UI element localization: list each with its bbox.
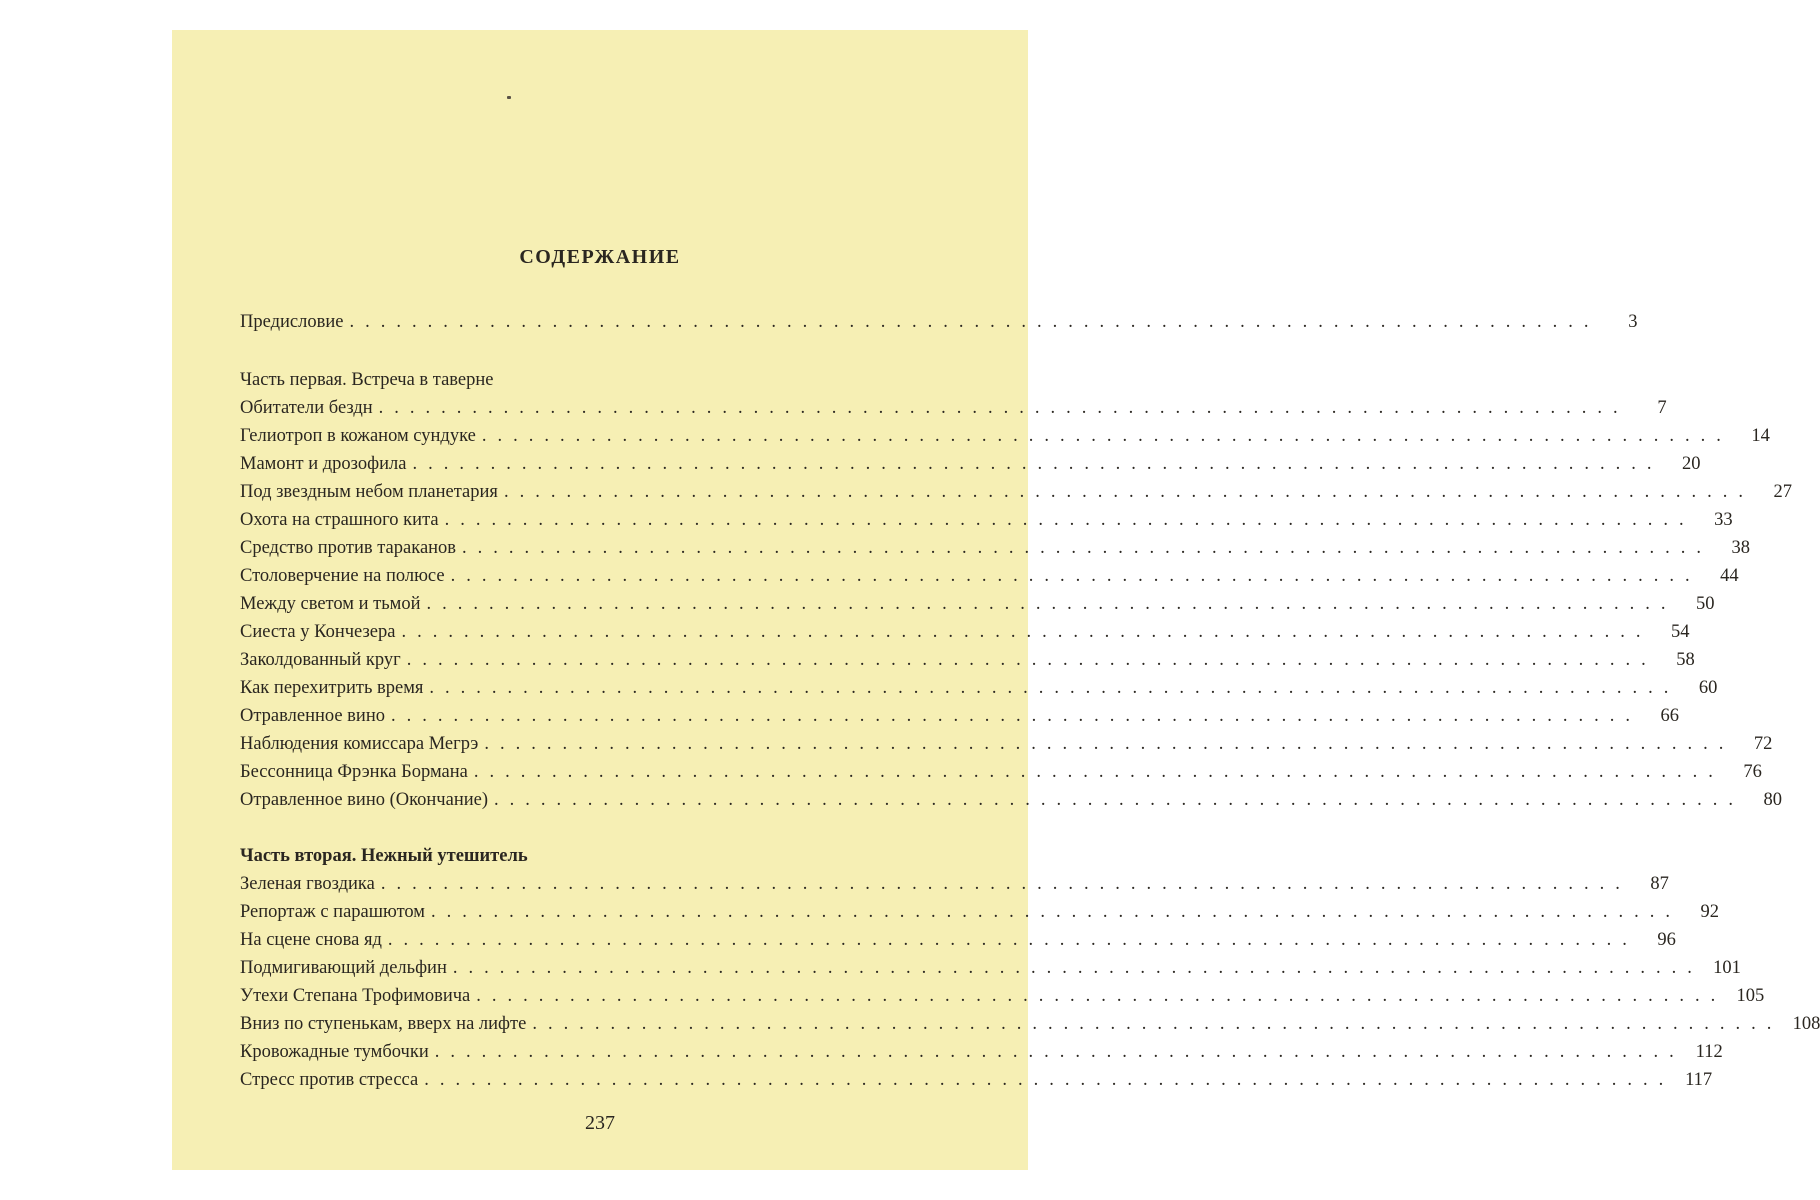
book-page (172, 30, 1820, 1170)
toc-entry (240, 758, 1762, 786)
toc-entry-label: Репортаж с парашютом (240, 902, 426, 922)
toc-entry-page: 33 (1714, 510, 1733, 530)
toc-entry-preface (240, 308, 1638, 336)
toc-entry-page: 7 (1657, 398, 1667, 418)
toc-leader-dots: ................................................................................ (349, 312, 1600, 332)
toc-entry-label: Средство против тараканов (240, 538, 457, 558)
toc-entry-label: Гелиотроп в кожаном сундуке (240, 426, 476, 446)
toc-entry-page: 76 (1743, 762, 1762, 782)
toc-leader-dots: ................................................................................ (390, 706, 1641, 726)
toc-entry-page: 112 (1695, 1042, 1723, 1062)
toc-entry-page: 44 (1720, 566, 1739, 586)
toc-entry-page: 105 (1736, 986, 1765, 1006)
toc-entry-page: 80 (1763, 790, 1782, 810)
toc-entry-label: Мамонт и дрозофила (240, 454, 407, 474)
toc-leader-dots: ................................................................................ (450, 566, 1701, 586)
toc-entry-label: Вниз по ступенькам, вверх на лифте (240, 1014, 527, 1034)
toc-entry (240, 1038, 1723, 1066)
toc-entry (240, 590, 1715, 618)
toc-entry-page: 54 (1670, 622, 1690, 642)
toc-entry-page: 117 (1685, 1070, 1713, 1090)
toc-leader-dots: ................................................................................ (426, 594, 1677, 614)
toc-entry (240, 506, 1733, 534)
toc-entry-label: Предисловие (240, 312, 344, 332)
toc-entry (240, 926, 1676, 954)
part-one-heading: Часть первая. Встреча в таверне (240, 370, 494, 390)
toc-leader-dots: ................................................................................ (532, 1014, 1783, 1034)
toc-entry-label: Под звездным небом планетария (240, 482, 498, 502)
part-two-heading: Часть вторая. Нежный утешитель (240, 846, 528, 866)
toc-entry (240, 898, 1720, 926)
toc-leader-dots: ................................................................................ (378, 398, 1629, 418)
page-title: СОДЕРЖАНИЕ (519, 246, 681, 268)
toc-entry-label: Наблюдения комиссара Мегрэ (240, 734, 479, 754)
toc-entry-page: 50 (1696, 594, 1715, 614)
toc-entry-label: Охота на страшного кита (240, 510, 439, 530)
toc-leader-dots: ................................................................................ (481, 426, 1732, 446)
toc-entry (240, 730, 1773, 758)
toc-entry-label: Заколдованный круг (240, 650, 401, 670)
toc-leader-dots: ................................................................................ (431, 902, 1682, 922)
toc-entry-page: 92 (1700, 902, 1720, 922)
toc-entry (240, 618, 1690, 646)
toc-entry (240, 674, 1718, 702)
toc-leader-dots: ................................................................................ (473, 762, 1724, 782)
toc-entry-page: 66 (1660, 706, 1679, 726)
toc-leader-dots: ................................................................................ (429, 678, 1680, 698)
toc-leader-dots: ................................................................................ (444, 510, 1695, 530)
toc-entry-label: Подмигивающий дельфин (240, 958, 447, 978)
toc-entry-label: Сиеста у Кончезера (240, 622, 396, 642)
toc-entry-label: Как перехитрить время (240, 678, 424, 698)
toc-entry (240, 534, 1751, 562)
toc-leader-dots: ................................................................................ (476, 986, 1727, 1006)
toc-entry (240, 394, 1667, 422)
toc-entry-label: Обитатели бездн (240, 398, 373, 418)
toc-entry (240, 422, 1770, 450)
toc-leader-dots: ................................................................................ (434, 1042, 1685, 1062)
toc-entry-label: Утехи Степана Трофимовича (240, 986, 471, 1006)
toc-entry (240, 702, 1679, 730)
toc-entry-label: На сцене снова яд (240, 930, 382, 950)
toc-entry-page: 14 (1751, 426, 1770, 446)
toc-leader-dots: ................................................................................ (462, 538, 1713, 558)
toc-entry-label: Стресс против стресса (240, 1070, 419, 1090)
page-number: 237 (585, 1112, 615, 1134)
toc-leader-dots: ................................................................................ (406, 650, 1657, 670)
toc-entry-page: 87 (1650, 874, 1669, 894)
toc-entry (240, 1066, 1713, 1094)
toc-entry (240, 982, 1765, 1010)
toc-entry-label: Отравленное вино (Окончание) (240, 790, 488, 810)
toc-entry-page: 96 (1657, 930, 1676, 950)
toc-entry-page: 58 (1676, 650, 1695, 670)
toc-leader-dots: ................................................................................ (412, 454, 1663, 474)
toc-entry (240, 450, 1701, 478)
toc-entry-page: 60 (1698, 678, 1718, 698)
toc-entry (240, 786, 1782, 814)
toc-leader-dots: ................................................................................ (503, 482, 1754, 502)
toc-entry-page: 27 (1773, 482, 1792, 502)
toc-entry (240, 562, 1739, 590)
toc-leader-dots: ................................................................................ (494, 790, 1744, 810)
toc-entry-label: Бессонница Фрэнка Бормана (240, 762, 468, 782)
toc-entry (240, 870, 1669, 898)
toc-entry-label: Кровожадные тумбочки (240, 1042, 429, 1062)
toc-entry-label: Столоверчение на полюсе (240, 566, 445, 586)
toc-entry-page: 3 (1628, 312, 1638, 332)
toc-leader-dots: ................................................................................ (380, 874, 1631, 894)
toc-leader-dots: ................................................................................ (387, 930, 1638, 950)
toc-entry-page: 108 (1792, 1014, 1820, 1034)
toc-entry-page: 72 (1753, 734, 1773, 754)
toc-leader-dots: ................................................................................ (401, 622, 1652, 642)
toc-entry (240, 1010, 1820, 1038)
toc-leader-dots: ................................................................................ (452, 958, 1703, 978)
toc-leader-dots: ................................................................................ (424, 1070, 1675, 1090)
toc-entry-label: Отравленное вино (240, 706, 385, 726)
toc-entry (240, 954, 1741, 982)
toc-entry-page: 101 (1713, 958, 1741, 978)
toc-entry-page: 20 (1681, 454, 1701, 474)
toc-entry-page: 38 (1731, 538, 1751, 558)
toc-leader-dots: ................................................................................ (484, 734, 1735, 754)
toc-entry-label: Зеленая гвоздика (240, 874, 375, 894)
toc-entry (240, 478, 1792, 506)
toc-entry-label: Между светом и тьмой (240, 594, 421, 614)
toc-entry (240, 646, 1695, 674)
print-speck (507, 96, 511, 99)
